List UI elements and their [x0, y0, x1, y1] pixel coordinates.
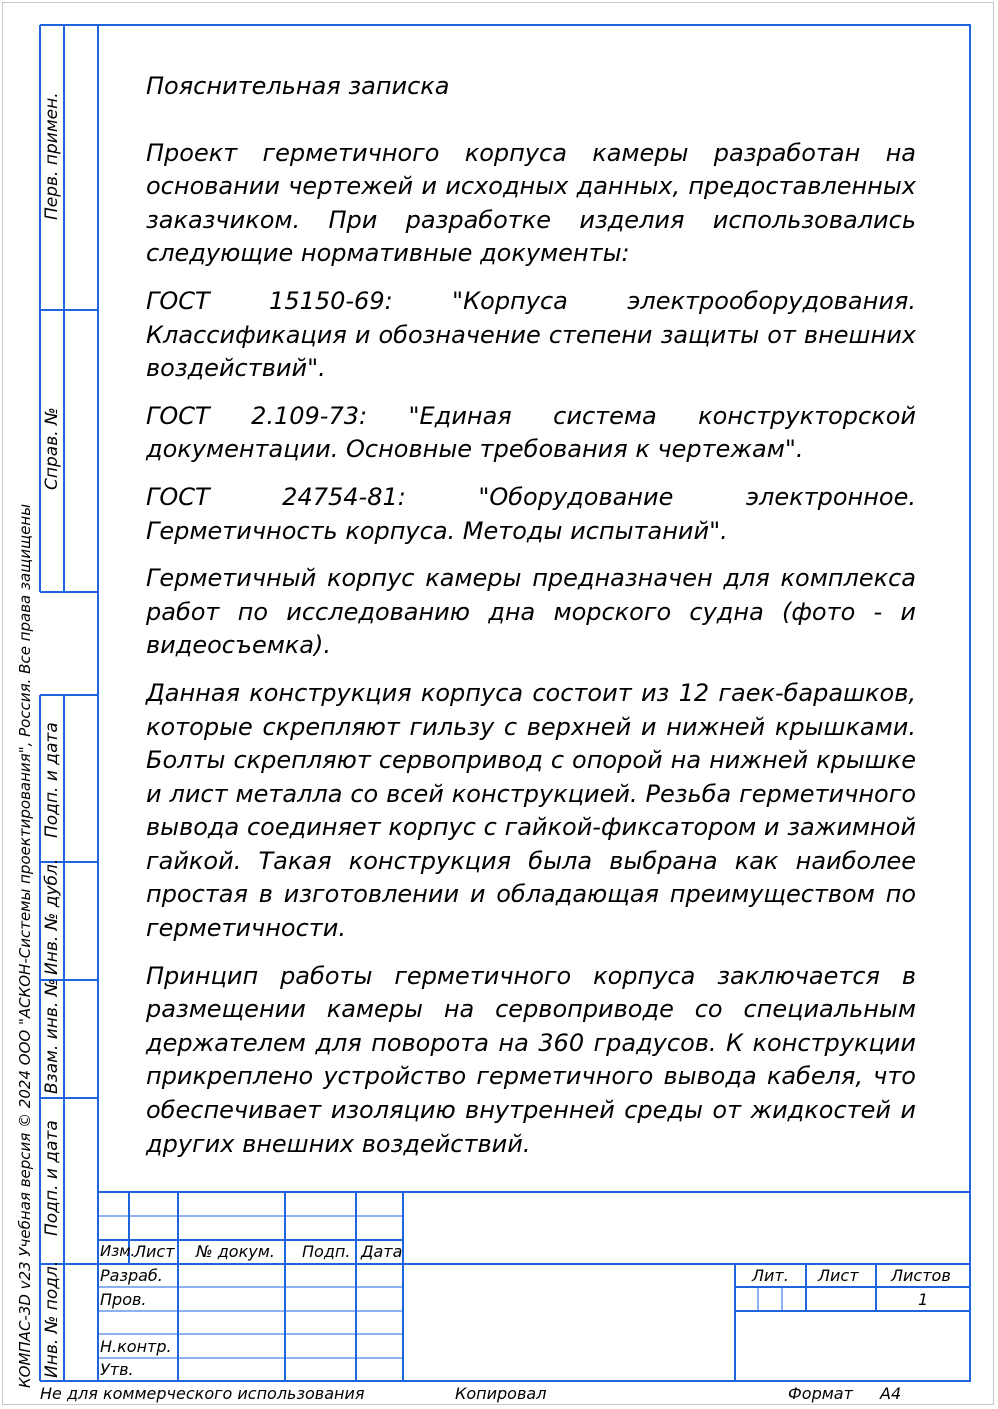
paragraph: Проект герметичного корпуса камеры разработан на основании чертежей и исходных данных, предоставленных заказчиком. При разработке изделия использовались следующие нормативные документы:	[146, 138, 916, 268]
stamp-listov-value: 1	[918, 1290, 929, 1309]
side-label-inv-dubl: Инв. № дубл.	[42, 858, 62, 975]
side-label-sprav-no: Справ. №	[42, 407, 62, 490]
document-body	[146, 70, 916, 1175]
stamp-col-izm: Изм.	[100, 1242, 136, 1260]
stamp-col-list: Лист	[134, 1242, 175, 1261]
footer-format-value: А4	[880, 1384, 902, 1403]
stamp-col-data: Дата	[361, 1242, 403, 1261]
stamp-nkontr: Н.контр.	[100, 1337, 172, 1356]
stamp-listov: Листов	[891, 1266, 951, 1285]
side-label-inv-podl: Инв. № подл.	[42, 1260, 62, 1378]
paragraph: Данная конструкция корпуса состоит из 12 гаек-барашков, которые скрепляют гильзу с верхней и нижней крышками. Болты скрепляют сервопривод с опорой на нижней крышке и лист металла со всей конструкцией. Резьба герметичного вывода соединяет корпус с гайкой-фиксатором и зажимной гайкой. Такая конструкция была выбрана как наиболее простая в изготовлении и обладающая преимуществом по герметичности.	[146, 678, 916, 943]
stamp-col-dokum: № докум.	[196, 1242, 275, 1261]
side-label-vzam-inv: Взам. инв. №	[42, 978, 62, 1094]
paragraph: ГОСТ 24754-81: "Оборудование электронное. Герметичность корпуса. Методы испытаний".	[146, 482, 916, 545]
stamp-utv: Утв.	[100, 1360, 134, 1379]
stamp-prov: Пров.	[100, 1290, 147, 1309]
stamp-col-podp: Подп.	[302, 1242, 351, 1261]
footer-not-commercial: Не для коммерческого использования	[40, 1384, 365, 1403]
side-label-podp-data-2: Подп. и дата	[42, 1120, 62, 1236]
stamp-razrab: Разраб.	[100, 1266, 163, 1285]
paragraph: ГОСТ 15150-69: "Корпуса электрооборудования. Классификация и обозначение степени защиты от внешних воздействий".	[146, 286, 916, 383]
copyright-notice: КОМПАС-3D v23 Учебная версия © 2024 ООО "АСКОН-Системы проектирования", Россия. Все права защищены	[16, 503, 34, 1388]
paragraph: Герметичный корпус камеры предназначен для комплекса работ по исследованию дна морского судна (фото - и видеосъемка).	[146, 564, 916, 660]
paragraph: Принцип работы герметичного корпуса заключается в размещении камеры на сервоприводе со специальным держателем для поворота на 360 градусов. К конструкции прикреплено устройство герметичного вывода кабеля, что обеспечивает изоляцию внутренней среды от жидкостей и других внешних воздействий.	[146, 961, 916, 1158]
stamp-lit: Лит.	[752, 1266, 789, 1285]
side-label-podp-data-1: Подп. и дата	[42, 722, 62, 838]
paragraph: ГОСТ 2.109-73: "Единая система конструкторской документации. Основные требования к чертежам".	[146, 401, 916, 464]
stamp-list: Лист	[818, 1266, 859, 1285]
document-title: Пояснительная записка	[146, 72, 450, 100]
footer-format-label: Формат	[788, 1384, 853, 1403]
footer-copied: Копировал	[455, 1384, 547, 1403]
side-label-perv-primen: Перв. примен.	[42, 92, 62, 220]
